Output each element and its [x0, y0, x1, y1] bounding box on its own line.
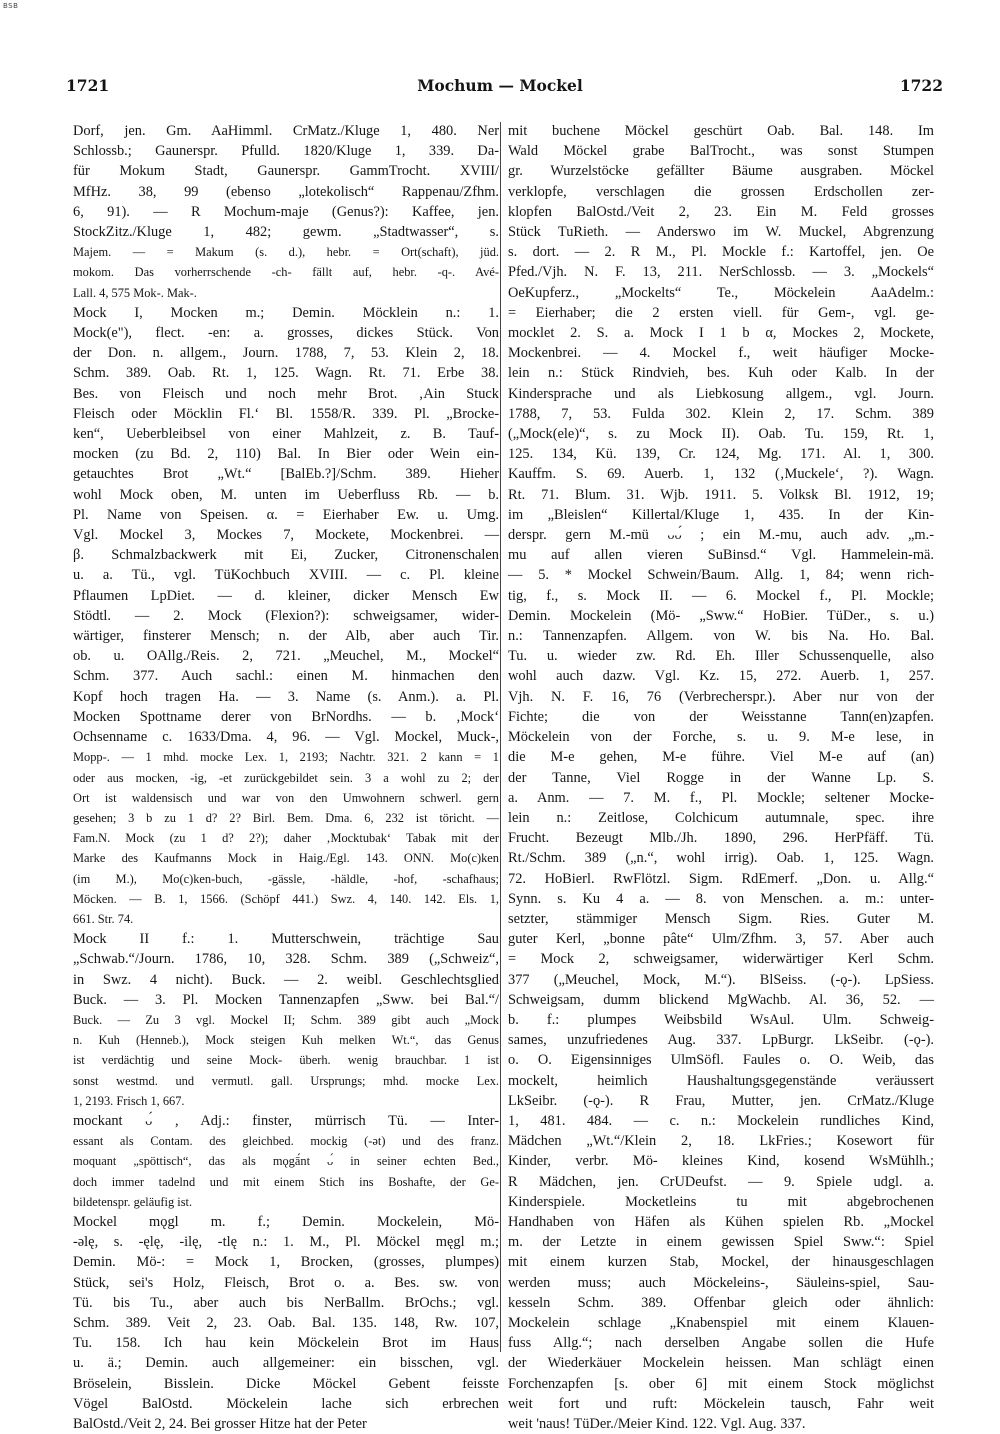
text-line: -əlę, s. -ęlę, -ilę, -tlę n.: 1. M., Pl. Möckel męgl m.;: [73, 1234, 499, 1251]
text-line: Forchenzapfen [s. ober 6] mit einem Stock möglichst: [508, 1375, 934, 1392]
text-line: Fam.N. Mock (zu 1 d? 2?); daher ‚Mocktubak‘ Tabak mit der: [73, 831, 499, 846]
text-line: Lall. 4, 575 Mok-. Mak-.: [73, 285, 197, 300]
text-line: mocken (zu Bd. 2, 110) Bal. In Bier oder Wein ein-: [73, 446, 499, 463]
text-line: lein n.: Zeitlose, Colchicum autumnale, spec. ihre: [508, 809, 934, 826]
page-number-right: 1722: [899, 76, 943, 95]
text-line: Möckelein von der Forche, s. u. 9. M-e lese, in: [508, 729, 934, 746]
text-line: n. Kuh (Henneb.), Mock steigen Kuh melken Wt.“, das Genus: [73, 1033, 499, 1048]
text-line: gesehen; 3 b zu 1 d? 2? Birl. Bem. Dma. 6, 232 ist töricht. —: [73, 810, 499, 825]
text-line: werden muss; auch Möckeleins-, Säuleins-spiel, Sau-: [508, 1274, 934, 1291]
text-line: Majem. — = Makum (s. d.), hebr. = Ort(schaft), jüd.: [73, 245, 499, 260]
text-line: Vgl. Mockel 3, Mockes 7, Mockete, Mockenbrei. —: [73, 527, 499, 544]
left-column: [73, 121, 499, 1432]
text-line: R Mädchen, jen. CrUDeufst. — 9. Spiele udgl. a.: [508, 1173, 934, 1190]
text-line: Mock I, Mocken m.; Demin. Möcklein n.: 1.: [73, 304, 499, 321]
text-line: Schlossb.; Gaunerspr. Pfulld. 1820/Kluge 1, 339. Da-: [73, 143, 499, 160]
text-line: Mädchen „Wt.“/Klein 2, 18. LkFries.; Kosewort für: [508, 1133, 934, 1150]
text-line: Mopp-. — 1 mhd. mocke Lex. 1, 2193; Nachtr. 321. 2 kann = 1: [73, 750, 499, 765]
text-line: („Mock(ele)“, s. zu Mock II). Oab. Tu. 159, Rt. 1,: [508, 426, 934, 443]
text-line: essant als Contam. des gleichbed. mockig (-ət) und des franz.: [73, 1134, 499, 1149]
text-line: 377 („Meuchel, Mock, M.“). BlSeiss. (-ǫ-). LpSiess.: [508, 971, 934, 988]
text-line: MfHz. 38, 99 (ebenso „lotekolisch“ Rappenau/Zfhm.: [73, 183, 499, 200]
text-line: n.: Tannenzapfen. Allgem. von W. bis Na. Ho. Bal.: [508, 628, 934, 645]
text-line: Pl. Name von Speisen. α. = Eierhaber Ew. u. Umg.: [73, 506, 499, 523]
text-line: ist verdächtig und seine Mock- überh. wenig brauchbar. 1 ist: [73, 1053, 499, 1068]
text-line: Kinder, verbr. Mö- kleines Kind, kosend WsMühlh.;: [508, 1153, 934, 1170]
text-line: 661. Str. 74.: [73, 911, 134, 926]
text-line: LkSeibr. (-ǫ-). R Frau, Mutter, jen. CrMatz./Kluge: [508, 1092, 934, 1109]
text-line: Synn. s. Ku 4 a. — 8. von Menschen. a. m.: unter-: [508, 890, 934, 907]
text-line: fuss Allg.“; nach derselben Angabe sollen die Hufe: [508, 1335, 934, 1352]
text-line: Frucht. Bezeugt Mlb./Jh. 1890, 296. HerPfäff. Tü.: [508, 830, 934, 847]
text-line: lein n.: Stück Rindvieh, bes. Kuh oder Kalb. In der: [508, 365, 934, 382]
text-line: in Swz. 4 nicht). Buck. — 2. weibl. Geschlechtsglied: [73, 971, 499, 988]
text-line: m. der Letzte in einem gewissen Spiel Sww.“: Spiel: [508, 1234, 934, 1251]
text-line: guter Kerl, „bonne pâte“ Ulm/Zfhm. 3, 57. Aber auch: [508, 931, 934, 948]
text-line: Schm. 389. Oab. Rt. 1, 125. Wagn. Rt. 71. Erbe 38.: [73, 365, 499, 382]
text-line: sames, unzufriedenes Aug. 337. LpBurgr. LkSeibr. (-ǫ-).: [508, 1032, 934, 1049]
text-line: oder aus mocken, -ig, -et zurückgebildet sein. 3 a wohl zu 2; der: [73, 770, 499, 785]
text-line: Schm. 389. Veit 2, 23. Oab. Bal. 135. 148, Rw. 107,: [73, 1314, 499, 1331]
text-line: Kauffm. S. 69. Auerb. 1, 132 (‚Muckele‘, ?). Wagn.: [508, 466, 934, 483]
text-line: Wald Möckel grabe BalTrocht., was sonst Stumpen: [508, 143, 934, 160]
text-line: 6, 91). — R Mochum-maje (Genus?): Kaffee, jen.: [73, 203, 499, 220]
text-line: Vjh. N. F. 16, 76 (Verbrecherspr.). Aber nur von der: [508, 688, 934, 705]
text-line: Pflaumen LpDiet. — d. kleiner, dicker Mensch Ew: [73, 587, 499, 604]
text-line: klopfen BalOstd./Veit 2, 23. Ein M. Feld grosses: [508, 203, 934, 220]
text-line: Buck. — 3. Pl. Mocken Tannenzapfen „Sww. bei Bal.“/: [73, 991, 499, 1008]
text-line: Kopf hoch tragen Ha. — 3. Name (s. Anm.). a. Pl.: [73, 688, 499, 705]
text-line: Kindersprache und als Liebkosung allgem., vgl. Journ.: [508, 385, 934, 402]
text-line: für Mokum Stadt, Gaunerspr. GammTrocht. XVIII/: [73, 163, 499, 180]
text-line: Bröselein, Bisslein. Dicke Möckel Gebent feisste: [73, 1375, 499, 1392]
text-line: Rt. 71. Blum. 31. Wjb. 1911. 5. Volksk Bl. 1912, 19;: [508, 486, 934, 503]
right-column: [508, 121, 934, 1432]
text-line: wärtiger, finsterer Mensch; n. der Alb, aber auch Tir.: [73, 628, 499, 645]
text-line: moquant „spöttisch“, das als mǫgā́nt ᴗ́ in seiner echten Bed.,: [73, 1154, 499, 1169]
text-line: Mock II f.: 1. Mutterschwein, trächtige Sau: [73, 931, 499, 948]
text-line: Pfed./Vjh. N. F. 13, 211. NerSchlossb. — 3. „Mockels“: [508, 264, 934, 281]
text-line: Mockelein schlage „Knabenspiel mit einem Klauen-: [508, 1314, 934, 1331]
text-line: Tu. u. wieder zw. Rd. Eh. Iller Schussenquelle, also: [508, 648, 934, 665]
text-line: 1, 2193. Frisch 1, 667.: [73, 1093, 185, 1108]
text-line: Marke des Kaufmanns Mock in Haig./Egl. 143. ONN. Mo(c)ken: [73, 851, 499, 866]
text-line: Schweigsam, dumm blickend MgWachb. Al. 36, 52. —: [508, 991, 934, 1008]
text-line: ken“, Ueberbleibsel von einer Mahlzeit, z. B. Tauf-: [73, 426, 499, 443]
text-line: bildetenspr. geläufig ist.: [73, 1194, 193, 1209]
column-divider: [500, 122, 501, 1352]
text-line: ob. u. OAllg./Reis. 2, 721. „Meuchel, M., Mockel“: [73, 648, 499, 665]
text-line: die M-e gehen, M-e führe. Viel M-e auf (an): [508, 749, 934, 766]
text-line: Mocken Spottname derer von BrNordhs. — b. ‚Mock‘: [73, 708, 499, 725]
text-line: verklopfe, verschlagen die grossen Erdschollen zer-: [508, 183, 934, 200]
text-line: Mock(e"), flect. -en: a. grosses, dickes Stück. Von: [73, 325, 499, 342]
text-line: im „Bleislen“ Killertal/Kluge 1, 435. In der Kin-: [508, 506, 934, 523]
text-line: Stück TuRieth. — Anderswo im W. Muckel, Abgrenzung: [508, 224, 934, 241]
text-line: a. Anm. — 7. M. f., Pl. Mockle; seltener Mocke-: [508, 789, 934, 806]
text-line: o. O. Eigensinniges UlmSöfl. Faules o. O. Weib, das: [508, 1052, 934, 1069]
text-line: Demin. Mö-: = Mock 1, Brocken, (grosses, plumpes): [73, 1254, 499, 1271]
text-line: Buck. — Zu 3 vgl. Mockel II; Schm. 389 gibt auch „Mock: [73, 1012, 499, 1027]
text-line: OeKupferz., „Mockelts“ Te., Möckelein AaAdelm.:: [508, 284, 934, 301]
text-line: mockant ᴗ́ , Adj.: finster, mürrisch Tü. — Inter-: [73, 1112, 499, 1129]
text-line: getauchtes Brot „Wt.“ [BalEb.?]/Schm. 389. Hieher: [73, 466, 499, 483]
text-line: Tu. 158. Ich hau kein Möckelein Brot im Haus: [73, 1335, 499, 1352]
text-line: wohl Mock oben, M. unten im Ueberfluss Rb. — b.: [73, 486, 499, 503]
text-line: mockelt, heimlich Haushaltungsgegenstände veräussert: [508, 1072, 934, 1089]
text-line: Mockenbrei. — 4. Mockel f., weit häufiger Mocke-: [508, 345, 934, 362]
text-line: Ort ist waldensisch und war von den Umwohnern schwerl. gern: [73, 790, 499, 805]
text-line: Bes. von Fleisch und noch mehr Brot. ‚Ain Stuck: [73, 385, 499, 402]
text-line: mu auf allen vieren SuBinsd.“ Vgl. Hammelein-mä.: [508, 547, 934, 564]
text-line: wohl auch dazw. Vgl. Kz. 15, 272. Auerb. 1, 257.: [508, 668, 934, 685]
text-line: Kinderspiele. Mocketleins tu mit abgebrochenen: [508, 1193, 934, 1210]
text-line: doch immer tadelnd und mit einem Stich ins Boshafte, der Ge-: [73, 1174, 499, 1189]
running-title: Mochum — Mockel: [417, 76, 583, 95]
text-line: b. f.: plumpes Weibsbild WsAul. Ulm. Schweig-: [508, 1011, 934, 1028]
text-line: Ochsenname c. 1633/Dma. 4, 96. — Vgl. Mockel, Muck-,: [73, 729, 499, 746]
text-line: Handhaben von Häfen als Kühen spielen Rb. „Mockel: [508, 1213, 934, 1230]
text-line: Stück, sei's Holz, Fleisch, Brot o. a. Bes. sw. von: [73, 1274, 499, 1291]
text-line: tig, f., s. Mock II. — 6. Mockel f., Pl. Mockle;: [508, 587, 934, 604]
text-line: Demin. Mockelein (Mö- „Sww.“ HoBier. TüDer., s. u.): [508, 607, 934, 624]
text-line: 72. HoBierl. RwFlötzl. Sigm. RdEmerf. „Don. u. Allg.“: [508, 870, 934, 887]
text-line: weit 'naus! TüDer./Meier Kind. 122. Vgl. Aug. 337.: [508, 1416, 806, 1432]
text-line: 125. 134, Kü. 139, Cr. 124, Mg. 171. Al. 1, 300.: [508, 446, 934, 463]
text-line: Rt./Schm. 389 („n.“, wohl irrig). Oab. 1, 125. Wagn.: [508, 850, 934, 867]
page-number-left: 1721: [66, 76, 110, 95]
text-line: (im M.), Mo(c)ken-buch, -gässle, -häldle, -hof, -schafhaus;: [73, 871, 499, 886]
text-line: Schm. 377. Auch sachl.: einen M. hinmachen den: [73, 668, 499, 685]
text-line: — 5. * Mockel Schwein/Baum. Allg. 1, 84; wenn rich-: [508, 567, 934, 584]
text-line: derspr. gern M.-mü ᴗᴗ́ ; ein M.-mu, auch adv. „m.-: [508, 527, 934, 544]
library-mark: BSB: [3, 2, 19, 10]
text-line: = Eierhaber; die 2 ersten viell. für Gem-, vgl. ge-: [508, 304, 934, 321]
text-line: 1788, 7, 53. Fulda 302. Klein 2, 17. Schm. 389: [508, 405, 934, 422]
text-line: β. Schmalzbackwerk mit Ei, Zucker, Citronenschalen: [73, 547, 499, 564]
text-line: der Don. n. allgem., Journ. 1788, 7, 53. Klein 2, 18.: [73, 345, 499, 362]
text-line: mit einem kurzen Stab, Mockel, der hinausgeschlagen: [508, 1254, 934, 1271]
text-line: setzter, stämmiger Mensch Sigm. Ries. Guter M.: [508, 910, 934, 927]
text-line: u. ä.; Demin. auch allgemeiner: ein bisschen, vgl.: [73, 1355, 499, 1372]
text-line: BalOstd./Veit 2, 24. Bei grosser Hitze hat der Peter: [73, 1416, 367, 1432]
text-line: Dorf, jen. Gm. AaHimml. CrMatz./Kluge 1, 480. Ner: [73, 123, 499, 139]
text-line: sonst westmd. und vermutl. gall. Ursprungs; mhd. mocke Lex.: [73, 1073, 499, 1088]
text-line: mocklet 2. S. a. Mock I 1 b α, Mockes 2, Mockete,: [508, 325, 934, 342]
text-line: Tü. bis Tu., aber auch bis NerBallm. BrOchs.; vgl.: [73, 1294, 499, 1311]
text-line: u. a. Tü., vgl. TüKochbuch XVIII. — c. Pl. kleine: [73, 567, 499, 584]
text-line: s. dort. — 2. R M., Pl. Mockle f.: Kartoffel, jen. Oe: [508, 244, 934, 261]
text-line: weit fort und ruft: Möckelein tausch, Fahr weit: [508, 1395, 934, 1412]
text-line: 1, 481. 484. — c. n.: Mockelein rundliches Kind,: [508, 1112, 934, 1129]
text-line: „Schwab.“/Journ. 1786, 10, 328. Schm. 389 („Schweiz“,: [73, 951, 499, 968]
text-line: Fleisch oder Möcklin Fl.‘ Bl. 1558/R. 339. Pl. „Brocke-: [73, 405, 499, 422]
text-line: mit buchene Möckel geschürt Oab. Bal. 148. Im: [508, 123, 934, 139]
text-line: Vögel BalOstd. Möckelein lache sich erbrechen: [73, 1395, 499, 1412]
text-line: kesseln Schm. 389. Offenbar gleich oder ähnlich:: [508, 1294, 934, 1311]
text-line: Mockel mǫgl m. f.; Demin. Mockelein, Mö-: [73, 1213, 499, 1230]
text-line: Stödtl. — 2. Mock (Flexion?): schweigsamer, wider-: [73, 607, 499, 624]
text-line: = Mock 2, schweigsamer, widerwärtiger Kerl Schm.: [508, 951, 934, 968]
text-line: mokom. Das vorherrschende -ch- fällt auf, hebr. -q-. Avé-: [73, 265, 499, 280]
text-line: Möcken. — B. 1, 1566. (Schöpf 441.) Swz. 4, 140. 142. Els. 1,: [73, 891, 499, 906]
text-line: StockZitz./Kluge 1, 482; gewm. „Stadtwasser“, s.: [73, 224, 499, 241]
text-line: Fichte; die von der Weisstanne Tann(en)zapfen.: [508, 708, 934, 725]
text-line: der Wiederkäuer Mockelein heissen. Man schlägt einen: [508, 1355, 934, 1372]
text-line: der Tanne, Viel Rogge in der Wanne Lp. S.: [508, 769, 934, 786]
text-line: gr. Wurzelstöcke gefällter Bäume ausgraben. Möckel: [508, 163, 934, 180]
